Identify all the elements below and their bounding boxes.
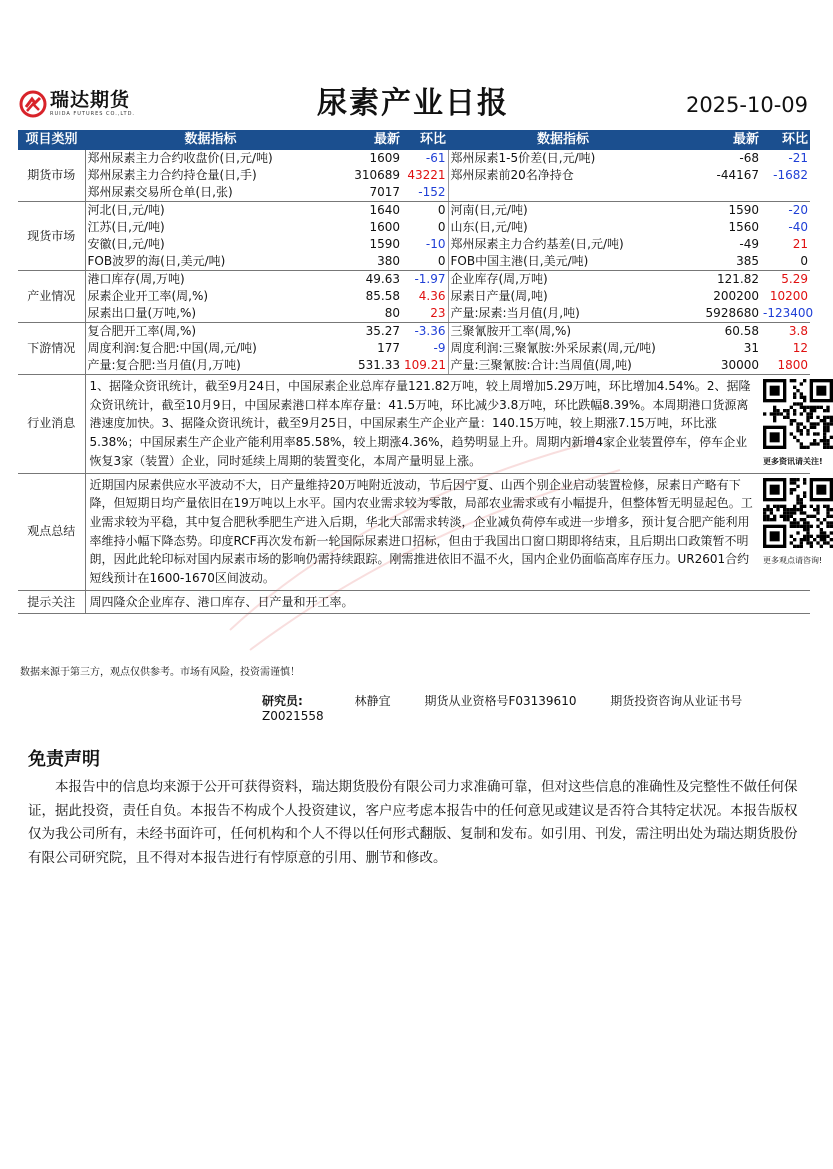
data-rows xyxy=(18,150,814,375)
logo-english-name: RUIDA FUTURES CO.,LTD. xyxy=(50,111,136,117)
news-qr-caption: 更多资讯请关注! xyxy=(763,457,823,466)
change-value: -3.36 xyxy=(414,324,446,338)
indicator-name: 郑州尿素主力合约收盘价(日,元/吨) xyxy=(85,150,336,167)
view-row xyxy=(18,473,810,590)
indicator-name: FOB中国主港(日,美元/吨) xyxy=(448,253,678,271)
qualification-number: 期货从业资格号F03139610 xyxy=(424,694,577,708)
change-value: 4.36 xyxy=(418,289,446,303)
table-row xyxy=(18,236,810,253)
category-futures: 期货市场 xyxy=(18,150,85,202)
indicator-name: 江苏(日,元/吨) xyxy=(85,219,336,236)
researcher-label: 研究员: xyxy=(262,694,303,708)
latest-value: 200200 xyxy=(713,289,759,303)
table-row xyxy=(18,288,810,305)
news-qr-block xyxy=(761,375,823,474)
latest-value: 85.58 xyxy=(365,289,400,303)
news-row xyxy=(18,375,810,474)
indicator-name xyxy=(448,184,678,202)
indicator-name: 郑州尿素主力合约基差(日,元/吨) xyxy=(448,236,678,253)
indicator-name: 港口库存(周,万吨) xyxy=(85,271,336,289)
report-title: 尿素产业日报 xyxy=(317,86,509,121)
header-category: 项目类别 xyxy=(18,130,85,150)
change-value: -9 xyxy=(433,341,446,355)
change-value: -1682 xyxy=(773,168,808,182)
data-table xyxy=(18,130,823,614)
change-value: 109.21 xyxy=(402,357,448,375)
consulting-license-number: 期货投资咨询从业证书号Z0021558 xyxy=(262,694,743,723)
indicator-name: 复合肥开工率(周,%) xyxy=(85,323,336,341)
table-row xyxy=(18,184,810,202)
change-value: -40 xyxy=(788,220,808,234)
change-value: -1.97 xyxy=(414,272,446,286)
table-row xyxy=(18,150,810,167)
tip-text: 周四隆众企业库存、港口库存、日产量和开工率。 xyxy=(85,590,810,614)
indicator-name: 山东(日,元/吨) xyxy=(448,219,678,236)
latest-value: 1560 xyxy=(728,220,759,234)
change-value: 23 xyxy=(402,305,448,323)
change-value: 21 xyxy=(792,237,808,251)
category-view: 观点总结 xyxy=(18,473,85,590)
indicator-name: 郑州尿素1-5价差(日,元/吨) xyxy=(448,150,678,167)
latest-value: 5928680 xyxy=(678,305,761,323)
header-indicator-left: 数据指标 xyxy=(85,130,336,150)
indicator-name: 尿素企业开工率(周,%) xyxy=(85,288,336,305)
researcher-name: 林静宜 xyxy=(354,694,391,708)
category-downstream: 下游情况 xyxy=(18,323,85,375)
tip-row xyxy=(18,590,810,614)
category-tip: 提示关注 xyxy=(18,590,85,614)
latest-value: 31 xyxy=(743,341,759,355)
change-value: 12 xyxy=(792,341,808,355)
latest-value: 1590 xyxy=(369,237,400,251)
indicator-name: FOB波罗的海(日,美元/吨) xyxy=(85,253,336,271)
table-row xyxy=(18,219,810,236)
header-change-right: 环比 xyxy=(761,130,810,150)
researcher-line xyxy=(262,692,826,723)
change-value xyxy=(761,184,810,202)
change-value: 1800 xyxy=(761,357,810,375)
latest-value: -68 xyxy=(739,151,759,165)
indicator-name: 郑州尿素前20名净持仓 xyxy=(448,167,678,184)
change-value: 43221 xyxy=(407,168,446,182)
indicator-name: 产量:复合肥:当月值(月,万吨) xyxy=(85,357,336,375)
change-value: 0 xyxy=(437,203,446,217)
latest-value: 1590 xyxy=(728,203,759,217)
latest-value: 380 xyxy=(336,253,402,271)
text-rows xyxy=(18,375,823,614)
category-spot: 现货市场 xyxy=(18,202,85,271)
indicator-name: 企业库存(周,万吨) xyxy=(448,271,678,289)
latest-value xyxy=(678,184,761,202)
category-industry: 产业情况 xyxy=(18,271,85,323)
change-value: 0 xyxy=(761,253,810,271)
latest-value: -49 xyxy=(739,237,759,251)
latest-value: 80 xyxy=(336,305,402,323)
header-change-left: 环比 xyxy=(402,130,448,150)
indicator-name: 产量:尿素:当月值(月,吨) xyxy=(448,305,678,323)
table-row xyxy=(18,357,810,375)
indicator-name: 周度利润:复合肥:中国(周,元/吨) xyxy=(85,340,336,357)
view-qr-caption: 更多观点请咨询! xyxy=(763,555,823,565)
table-row xyxy=(18,253,810,271)
header-indicator-right: 数据指标 xyxy=(448,130,678,150)
latest-value: 49.63 xyxy=(365,272,400,286)
source-note: 数据来源于第三方，观点仅供参考。市场有风险，投资需谨慎！ xyxy=(20,667,300,678)
indicator-name: 尿素出口量(万吨,%) xyxy=(85,305,336,323)
latest-value: 35.27 xyxy=(365,324,400,338)
indicator-name: 周度利润:三聚氰胺:外采尿素(周,元/吨) xyxy=(448,340,678,357)
logo-chinese-name: 瑞达期货 xyxy=(50,89,131,111)
indicator-name: 尿素日产量(周,吨) xyxy=(448,288,678,305)
change-value: -10 xyxy=(425,237,446,251)
latest-value: 7017 xyxy=(336,184,402,202)
latest-value: 60.58 xyxy=(724,324,759,338)
table-row xyxy=(18,202,810,220)
change-value: -152 xyxy=(402,184,448,202)
latest-value: -44167 xyxy=(716,168,759,182)
news-text: 1、据隆众资讯统计，截至9月24日，中国尿素企业总库存量121.82万吨，较上周增加5.29万吨，环比增加4.54%。2、据隆众资讯统计，截至10月9日，中国尿素港口样本库存量：41.5万吨，环比减少3.8万吨，环比跌幅8.39%。本周期港口货源离港速度加快。3、据隆众资讯统计，截至9月25日，中国尿素生产企业产量：140.15万吨，较上期涨7.15万吨，环比涨5.38%；中国尿素生产企业产能利用率85.58%，较上期涨4.36%，趋势明显上升。周期内新增4家企业装置停车，停车企业恢复3家（装置）企业，同时延续上周期的装置变化，本周产量明显上涨。 xyxy=(85,375,761,474)
change-value: 10200 xyxy=(769,289,808,303)
latest-value: 531.33 xyxy=(336,357,402,375)
header-latest-left: 最新 xyxy=(336,130,402,150)
change-value: 0 xyxy=(437,220,446,234)
disclaimer-title: 免责声明 xyxy=(28,749,100,770)
change-value: 5.29 xyxy=(781,272,808,286)
change-value: -61 xyxy=(425,151,446,165)
latest-value: 1609 xyxy=(369,151,400,165)
indicator-name: 郑州尿素主力合约持仓量(日,手) xyxy=(85,167,336,184)
table-row xyxy=(18,323,810,341)
latest-value: 30000 xyxy=(678,357,761,375)
table-row xyxy=(18,167,810,184)
indicator-name: 郑州尿素交易所仓单(日,张) xyxy=(85,184,336,202)
indicator-name: 河北(日,元/吨) xyxy=(85,202,336,220)
latest-value: 1600 xyxy=(369,220,400,234)
table-header-row xyxy=(18,130,810,150)
indicator-name: 河南(日,元/吨) xyxy=(448,202,678,220)
view-qr-block xyxy=(761,473,823,590)
indicator-name: 安徽(日,元/吨) xyxy=(85,236,336,253)
indicator-name: 三聚氰胺开工率(周,%) xyxy=(448,323,678,341)
qr-code-icon xyxy=(763,379,833,449)
disclaimer-body: 本报告中的信息均来源于公开可获得资料，瑞达期货股份有限公司力求准确可靠，但对这些信息的准确性及完整性不做任何保证，据此投资，责任自负。本报告不构成个人投资建议，客户应考虑本报告中的任何意见或建议是否符合其特定状况。本报告版权仅为我公司所有，未经书面许可，任何机构和个人不得以任何形式翻版、复制和发布。如引用、刊发，需注明出处为瑞达期货股份有限公司研究院，且不得对本报告进行有悖原意的引用、删节和修改。 xyxy=(28,779,798,866)
header-latest-right: 最新 xyxy=(678,130,761,150)
report-date: 2025-10-09 xyxy=(685,93,808,117)
table-row xyxy=(18,340,810,357)
change-value: -20 xyxy=(788,203,808,217)
change-value: 0 xyxy=(402,253,448,271)
latest-value: 1640 xyxy=(369,203,400,217)
table-row xyxy=(18,271,810,289)
change-value: 3.8 xyxy=(788,324,808,338)
indicator-name: 产量:三聚氰胺:合计:当周值(周,吨) xyxy=(448,357,678,375)
latest-value: 310689 xyxy=(354,168,400,182)
latest-value: 177 xyxy=(377,341,400,355)
change-value: -21 xyxy=(788,151,808,165)
qr-code-icon xyxy=(763,478,833,548)
view-text: 近期国内尿素供应水平波动不大，日产量维持20万吨附近波动，节后因宁夏、山西个别企业启动装置检修，尿素日产略有下降，但短期日均产量依旧在19万吨以上水平。国内农业需求较为零散，局部农业需求或有小幅提升，但整体暂无明显起色。工业需求较为平稳，其中复合肥秋季肥生产进入后期，华北大部需求转淡，企业减负荷停车或进一步增多，预计复合肥产能利用率维持小幅下降态势。印度RCF再次发布新一轮国际尿素进口招标，但由于我国出口窗口期即将结束，且后期出口政策暂不明朗，因此此轮印标对国内尿素市场的影响仍需持续跟踪。刚需推进依旧不温不火，国内企业仍面临高库存压力。UR2601合约短线预计在1600-1670区间波动。 xyxy=(85,473,761,590)
change-value: -123400 xyxy=(761,305,810,323)
category-news: 行业消息 xyxy=(18,375,85,474)
latest-value: 121.82 xyxy=(717,272,759,286)
latest-value: 385 xyxy=(678,253,761,271)
table-row xyxy=(18,305,810,323)
